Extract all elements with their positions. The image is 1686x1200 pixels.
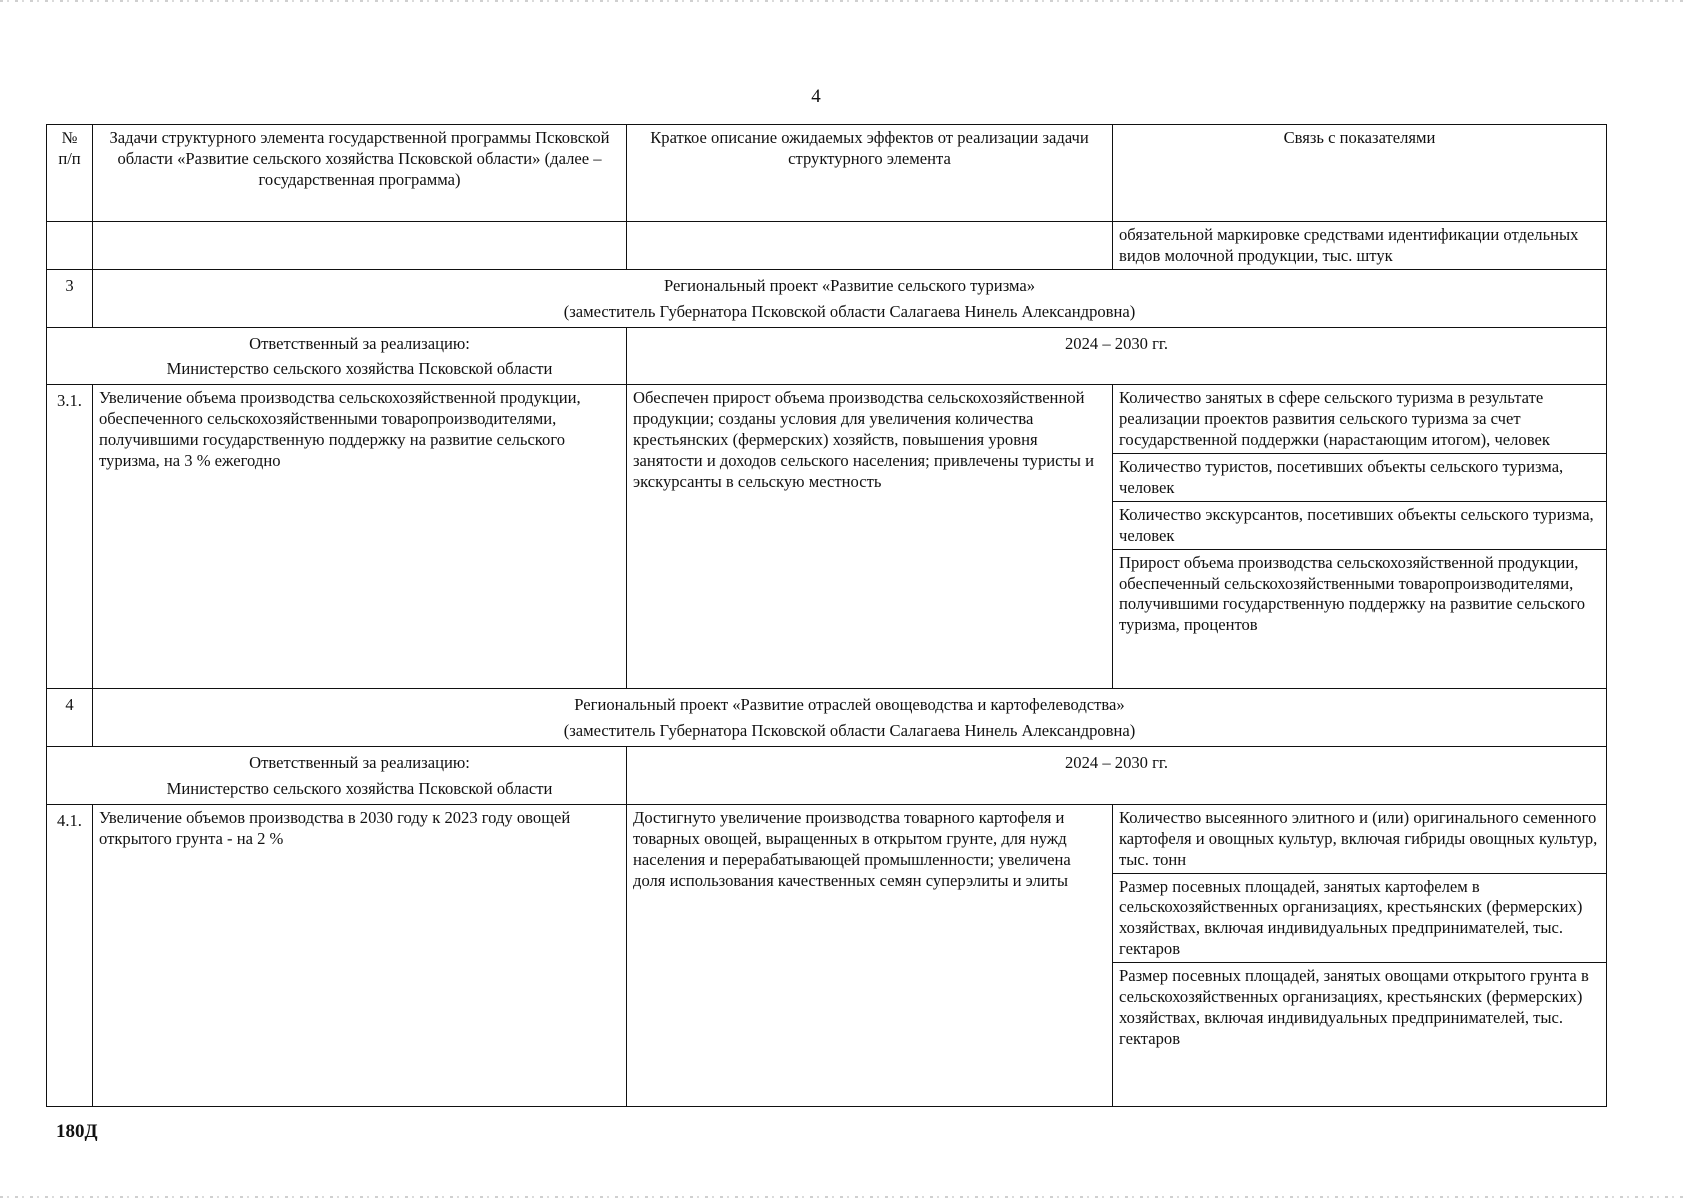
- indicator-item: Количество занятых в сфере сельского туризма в результате реализации проектов развития сельского туризма за счет государственной поддержки (нарастающим итогом), человек: [1113, 385, 1606, 454]
- empty-cell: [93, 222, 627, 270]
- task-number: 3.1.: [47, 385, 93, 689]
- indicator-item: Количество экскурсантов, посетивших объекты сельского туризма, человек: [1113, 502, 1606, 550]
- section-title: Региональный проект «Развитие сельского туризма»: [663, 275, 1036, 295]
- continuation-indicator: обязательной маркировке средствами идентификации отдельных видов молочной продукции, тыс. штук: [1113, 222, 1607, 270]
- responsible-cell: [47, 327, 627, 385]
- indicator-item: Размер посевных площадей, занятых картофелем в сельскохозяйственных организациях, крестьянских (фермерских) хозяйствах, включая индивидуальных предпринимателей, тыс. гектаров: [1113, 874, 1606, 964]
- section-number: 4: [47, 689, 93, 747]
- responsibility-row: [47, 747, 1607, 805]
- section-title: Региональный проект «Развитие отраслей овощеводства и картофелеводства»: [574, 695, 1125, 715]
- indicator-list: [1113, 385, 1606, 638]
- header-tasks: Задачи структурного элемента государственной программы Псковской области «Развитие сельского хозяйства Псковской области» (далее – государственная программа): [93, 125, 627, 222]
- section-title-cell: [93, 269, 1607, 327]
- period-cell: [627, 327, 1607, 385]
- header-num: № п/п: [47, 125, 93, 222]
- responsibility-row: [47, 327, 1607, 385]
- responsible-cell: [47, 747, 627, 805]
- program-table: [46, 124, 1607, 1107]
- indicators-cell: [1113, 804, 1607, 1106]
- period: 2024 – 2030 гг.: [1064, 333, 1168, 353]
- indicators-cell: [1113, 385, 1607, 689]
- continuation-row: [47, 222, 1607, 270]
- responsible-org: Министерство сельского хозяйства Псковской области: [166, 778, 553, 798]
- task-effect: Достигнуто увеличение производства товарного картофеля и товарных овощей, выращенных в открытом грунте, для нужд населения и перерабатывающей промышленности; увеличена доля использования качественных семян суперэлиты и элиты: [627, 804, 1113, 1106]
- task-text: Увеличение объема производства сельскохозяйственной продукции, обеспеченного сельскохозяйственными товаропроизводителями, получившими государственную поддержку на развитие сельского туризма, на 3 % ежегодно: [93, 385, 627, 689]
- task-row: [47, 385, 1607, 689]
- period: 2024 – 2030 гг.: [1064, 753, 1168, 773]
- header-effects: Краткое описание ожидаемых эффектов от реализации задачи структурного элемента: [627, 125, 1113, 222]
- section-row: [47, 269, 1607, 327]
- section-deputy: (заместитель Губернатора Псковской области Салагаева Нинель Александровна): [563, 301, 1136, 321]
- indicator-item: Количество туристов, посетивших объекты сельского туризма, человек: [1113, 454, 1606, 502]
- empty-cell: [47, 222, 93, 270]
- indicator-item: Размер посевных площадей, занятых овощами открытого грунта в сельскохозяйственных организациях, крестьянских (фермерских) хозяйствах, включая индивидуальных предпринимателей, тыс. гектаров: [1119, 966, 1589, 1048]
- section-deputy: (заместитель Губернатора Псковской области Салагаева Нинель Александровна): [563, 721, 1136, 741]
- section-title-cell: [93, 689, 1607, 747]
- scan-artifact-top: [0, 0, 1686, 2]
- responsible-org: Министерство сельского хозяйства Псковской области: [166, 359, 553, 379]
- section-number: 3: [47, 269, 93, 327]
- empty-cell: [627, 222, 1113, 270]
- period-cell: [627, 747, 1607, 805]
- responsible-label: Ответственный за реализацию:: [249, 333, 470, 353]
- page-number: 4: [811, 86, 821, 107]
- header-indicators: Связь с показателями: [1113, 125, 1607, 222]
- indicator-item: Прирост объема производства сельскохозяйственной продукции, обеспеченный сельскохозяйственными товаропроизводителями, получившими государственную поддержку на развитие сельского туризма, процентов: [1119, 552, 1586, 635]
- header-row: [47, 125, 1607, 222]
- indicator-list: [1113, 805, 1606, 1052]
- task-text: Увеличение объемов производства в 2030 году к 2023 году овощей открытого грунта - на 2 %: [93, 804, 627, 1106]
- scan-artifact-bottom: [0, 1196, 1686, 1198]
- task-effect: Обеспечен прирост объема производства сельскохозяйственной продукции; созданы условия для увеличения количества крестьянских (фермерских) хозяйств, повышения уровня занятости и доходов сельского населения; привлечены туристы и экскурсанты в сельскую местность: [627, 385, 1113, 689]
- indicator-item: Количество высеянного элитного и (или) оригинального семенного картофеля и овощных культур, включая гибриды овощных культур, тыс. тонн: [1113, 805, 1606, 874]
- document-code: 180Д: [56, 1121, 98, 1142]
- section-row: [47, 689, 1607, 747]
- responsible-label: Ответственный за реализацию:: [249, 753, 470, 773]
- task-row: [47, 804, 1607, 1106]
- task-number: 4.1.: [47, 804, 93, 1106]
